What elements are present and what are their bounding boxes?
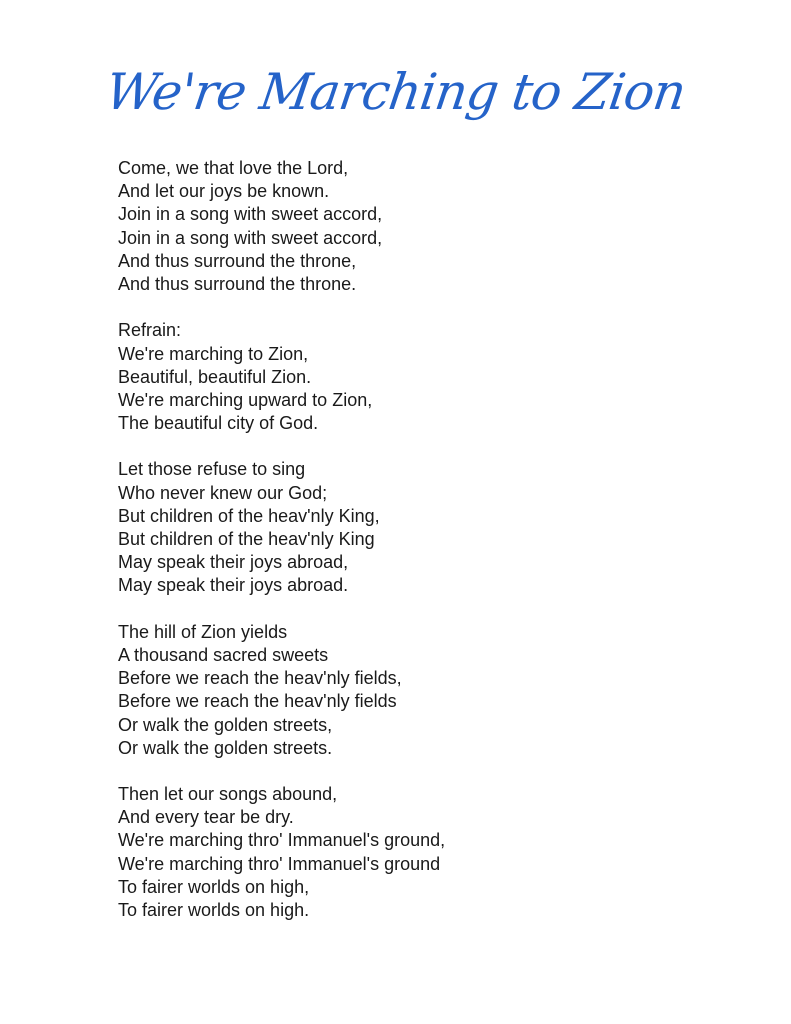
verse-4 (118, 783, 445, 922)
lyric-line: But children of the heav'nly King (118, 529, 375, 549)
lyric-line: A thousand sacred sweets (118, 644, 329, 665)
lyric-line: Or walk the golden streets. (118, 737, 333, 758)
lyric-line: Before we reach the heav'nly fields, (118, 668, 402, 689)
lyric-line: Join in a song with sweet accord, (118, 204, 383, 225)
lyric-line: Beautiful, beautiful Zion. (118, 366, 312, 387)
lyric-line: Then let our songs abound, (118, 784, 338, 805)
lyric-line: To fairer worlds on high. (118, 900, 310, 920)
lyric-line: Or walk the golden streets, (118, 714, 333, 735)
verse-3 (118, 621, 445, 760)
lyric-line: But children of the heav'nly King, (118, 505, 380, 526)
lyric-line: Join in a song with sweet accord, (118, 227, 383, 248)
lyric-line: May speak their joys abroad, (118, 552, 349, 573)
lyric-line: The hill of Zion yields (118, 621, 288, 642)
lyric-line: We're marching thro' Immanuel's ground, (118, 830, 446, 851)
refrain-label: Refrain: (118, 320, 182, 341)
lyric-line: And let our joys be known. (118, 181, 330, 202)
lyric-line: And thus surround the throne, (118, 250, 357, 271)
lyric-line: We're marching upward to Zion, (118, 389, 373, 410)
verse-1 (118, 157, 445, 296)
lyric-line: Before we reach the heav'nly fields (118, 691, 397, 712)
lyric-line: We're marching thro' Immanuel's ground (118, 853, 441, 874)
lyric-line: Let those refuse to sing (118, 459, 306, 480)
verse-2 (118, 458, 445, 597)
lyric-line: To fairer worlds on high, (118, 876, 310, 897)
lyric-line: Come, we that love the Lord, (118, 158, 349, 178)
lyric-line: And every tear be dry. (118, 807, 294, 828)
lyric-line: Who never knew our God; (118, 482, 328, 503)
refrain (118, 319, 445, 435)
lyrics-body (118, 157, 445, 945)
page-title: We're Marching to Zion (102, 63, 689, 121)
lyric-line: And thus surround the throne. (118, 273, 357, 294)
lyric-line: We're marching to Zion, (118, 343, 309, 364)
lyric-line: The beautiful city of God. (118, 413, 319, 434)
lyric-line: May speak their joys abroad. (118, 575, 349, 596)
